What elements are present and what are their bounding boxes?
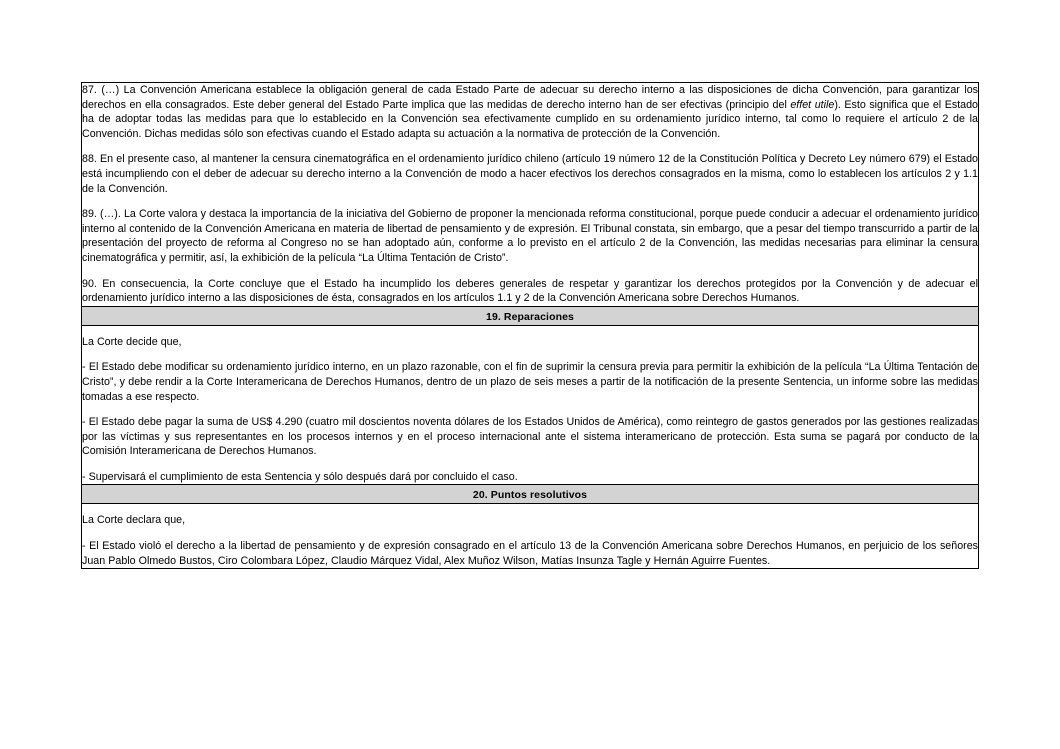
reparaciones-item-3: - Supervisará el cumplimiento de esta Sentencia y sólo después dará por concluido el caso.: [82, 470, 518, 483]
table-row: [82, 504, 979, 569]
section-header-reparaciones: [82, 306, 979, 325]
reparaciones-item-2: - El Estado debe pagar la suma de US$ 4.290 (cuatro mil doscientos noventa dólares de los Estados Unidos de América), como reintegro de gastos generados por las gestiones realizadas por las víctimas y sus representantes en los procesos internos y en el proceso internacional ante el sistema interamericano de protección. Esta suma se pagará por conducto de la Comisión Interamericana de Derechos Humanos.: [82, 416, 978, 458]
table-row: [82, 83, 979, 307]
puntos-item-1: - El Estado violó el derecho a la libertad de pensamiento y de expresión consagrado en el artículo 13 de la Convención Americana sobre Derechos Humanos, en perjuicio de los señores Juan Pablo Olmedo Bustos, Ciro Colombara López, Claudio Márquez Vidal, Alex Muñoz Wilson, Matías Insunza Tagle y Hernán Aguirre Fuentes.: [82, 540, 978, 567]
latin-term-emphasis: effet utile: [790, 98, 835, 111]
section-paragraphs-87-90: [82, 83, 979, 307]
paragraph-88: 88. En el presente caso, al mantener la censura cinematográfica en el ordenamiento jurídico chileno (artículo 19 número 12 de la Constitución Política y Decreto Ley número 679) el Estado está incumpliendo con el deber de adecuar su derecho interno a la Convención de modo a hacer efectivos los derechos consagrados en la misma, como lo establecen los artículos 2 y 1.1 de la Convención.: [82, 153, 978, 195]
judgment-table: [81, 82, 979, 569]
section-puntos-resolutivos-body: [82, 504, 979, 569]
paragraph-87: [82, 83, 978, 141]
reparaciones-intro: La Corte decide que,: [82, 335, 182, 348]
reparaciones-item-1: - El Estado debe modificar su ordenamiento jurídico interno, en un plazo razonable, con el fin de suprimir la censura previa para permitir la exhibición de la película “La Última Tentación de Cristo”, y debe rendir a la Corte Interamericana de Derechos Humanos, dentro de un plazo de seis meses a partir de la notificación de la presente Sentencia, un informe sobre las medidas tomadas a ese respecto.: [82, 361, 978, 403]
table-row: [82, 325, 979, 485]
puntos-intro: La Corte declara que,: [82, 514, 186, 527]
table-row: [82, 485, 979, 504]
paragraph-87-text-a: 87. (…) La Convención Americana establece la obligación general de cada Estado Parte de adecuar su derecho interno a las disposiciones de dicha Convención, para garantizar los derechos en ella consagrados. Este deber general del Estado Parte implica que las medidas de derecho interno han de ser efectivas (principio del effet utile). Esto significa que el Estado ha de adoptar todas las medidas para que lo establecido en la Convención sea efectivamente cumplido en su ordenamiento jurídico interno, tal como lo requiere el artículo 2 de la Convención. Dichas medidas sólo son efectivas cuando el Estado adapta su actuación a la normativa de protección de la Convención.: [82, 84, 978, 140]
section-reparaciones-body: [82, 325, 979, 485]
table-row: [82, 306, 979, 325]
paragraph-90: 90. En consecuencia, la Corte concluye que el Estado ha incumplido los deberes generales de respetar y garantizar los derechos protegidos por la Convención y de adecuar el ordenamiento jurídico interno a las disposiciones de ésta, consagrados en los artículos 1.1 y 2 de la Convención Americana sobre Derechos Humanos.: [82, 277, 978, 305]
lead-spacer: [82, 504, 978, 513]
lead-spacer: [82, 326, 978, 335]
section-header-puntos-resolutivos: [82, 485, 979, 504]
section-title: 20. Puntos resolutivos: [472, 489, 588, 502]
paragraph-89: 89. (…). La Corte valora y destaca la importancia de la iniciativa del Gobierno de proponer la mencionada reforma constitucional, porque puede conducir a adecuar el ordenamiento jurídico interno al contenido de la Convención Americana en materia de libertad de pensamiento y de expresión. El Tribunal constata, sin embargo, que a pesar del tiempo transcurrido a partir de la presentación del proyecto de reforma al Congreso no se han adoptado aún, conforme a lo previsto en el artículo 2 de la Convención, las medidas necesarias para eliminar la censura cinematográfica y permitir, así, la exhibición de la película “La Última Tentación de Cristo”.: [82, 208, 978, 264]
section-title: 19. Reparaciones: [486, 310, 574, 323]
